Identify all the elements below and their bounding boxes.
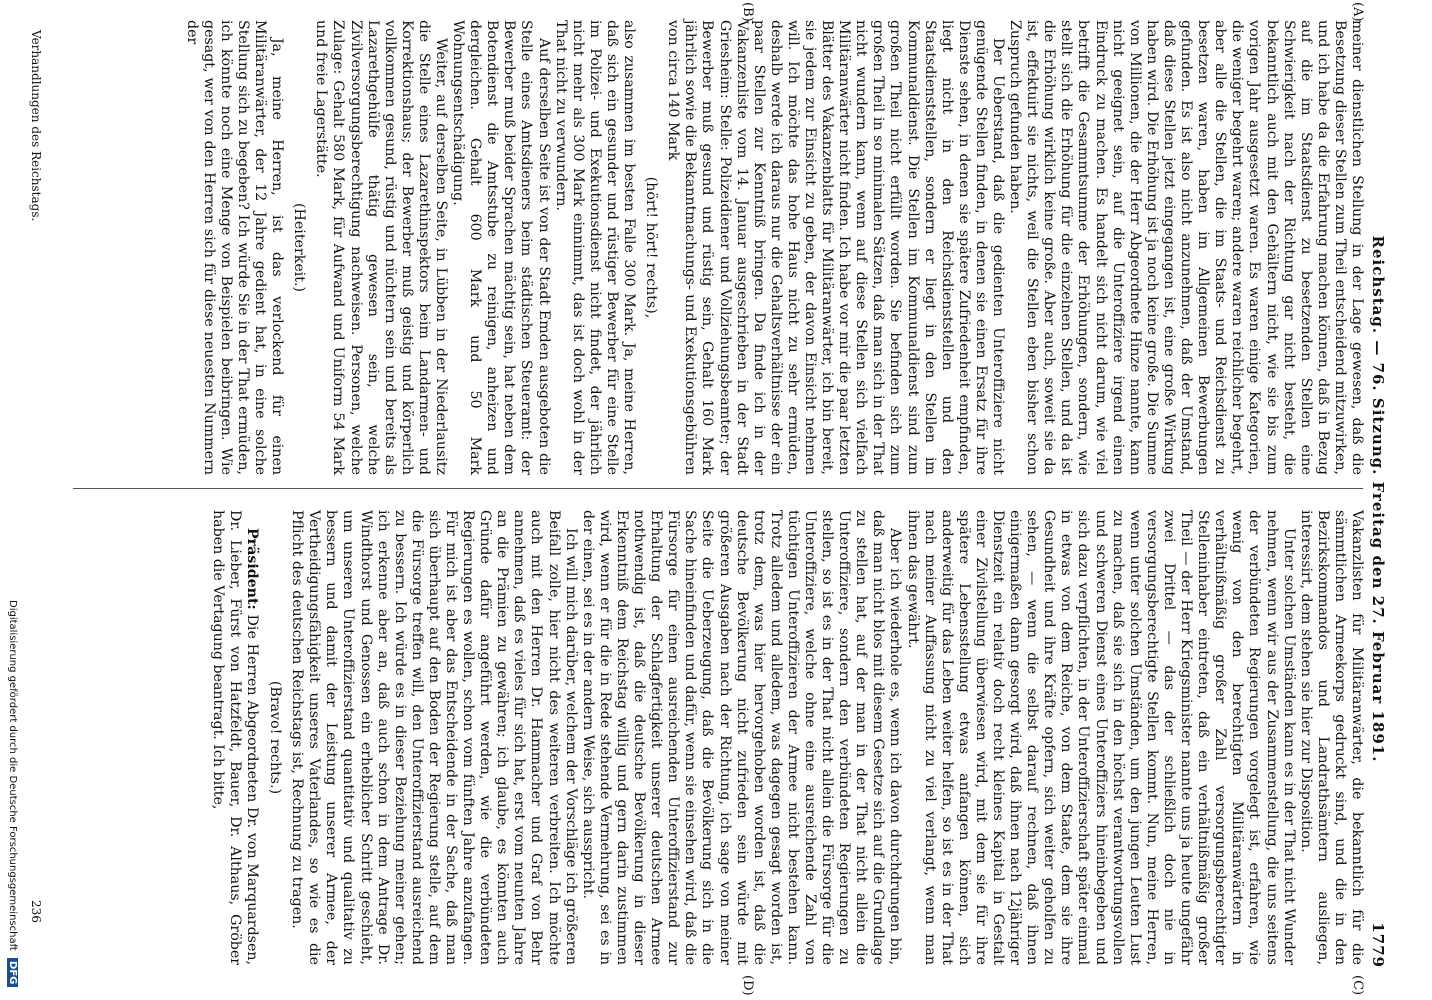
column-divider — [73, 488, 1363, 489]
paragraph: Vakanzlisten für Militäranwärter, die bekanntlich für die sämmtlichen Armeekorps gedruckt sind, und die in den Bezirkskommandos und Landrathsämtern ausliegen, interessirt, dem stehen sie hier zur Disposition. — [1297, 510, 1365, 965]
paragraph: Ja, meine Herren, ist das verlockend für einen Militäranwärter, der 12 Jahre gedient hat, in eine solche Stellung sich zu begeben? Ich würde Sie in der That ermüden, ich könnte noch eine Menge von Beispielen beibringen. Wie gesagt, wer von den Herren sich für diese neuesten Nummern der — [183, 20, 286, 475]
margin-mark-b: (B) — [740, 2, 755, 22]
paragraph: Auf derselben Seite ist von der Stadt Emden ausgeboten die Stelle eines Amtsdieners beim städtischen Steueramt: der Bewerber muß beider Sprachen mächtig sein, hat neben dem Botendienst die Amtsstube zu reinigen, anheizen und dergleichen. Gehalt 600 Mark und 50 Mark Wohnungsentschädigung. — [450, 20, 552, 475]
paragraph: Ich will mich darüber, welchem der Vorschläge ich größeren Beifall zolle, hier nicht des weiteren verbreiten. Ich möchte auch mit den Herren Dr. Hammacher und Graf von Behr annehmen, daß es vieles für sich hat, erst vom neunten Jahre an die Prämien zu gewähren; ich glaube, es könnten auch Gründe dafür angeführt werden, wie die verbündeten Regierungen es wollen, schon vom fünften Jahre anzufangen. Für mich ist aber das Entscheidende in der Sache, daß man sich überhaupt auf den Boden der Regierung stelle, auf dem die Fürsorge treffen will, den Unteroffizierstand ausreichend zu bessern. Ich würde es in dieser Beziehung meiner gehen; ich erkenne aber an, daß auch schon in dem Antrage Dr. Windthorst und Genossen ein erheblicher Schritt geschieht, um unseren Unteroffizierstand quantitativ und qualitativ zu bessern und damit der Leistung unserer Armee, der Vertheidigungsfähigkeit unseres Vaterlandes, so wie es die Pflicht des deutschen Reichstags ist, Rechnung zu tragen. — [289, 510, 579, 965]
page-number: 1779 — [1369, 922, 1387, 968]
speaker-text: Die Herren Abgeordneten Dr. von Marquardsen, Dr. Lieber, Fürst von Hatzfeldt, Bauer, Dr. Althaus, Gröber haben die Vertagung beantragt. Ich bitte, — [209, 510, 260, 965]
digitization-text: Digitalisierung gefördert durch die Deutsche Forschungsgemeinschaft — [7, 600, 18, 951]
paragraph: also zusammen im besten Falle 300 Mark. Ja, meine Herren, daß sich ein gesunder und rüstiger Bewerber für eine Stelle im Polizei- und Exekutionsdienst nicht findet, der jährlich nicht mehr als 300 Mark einnimmt, das ist doch wohl in der That nicht zu verwundern. — [552, 20, 638, 475]
digitization-note — [7, 600, 18, 987]
rotated-page — [20, 0, 1395, 1000]
margin-mark-a: (A) — [1350, 2, 1365, 22]
paragraph: Unter solchen Umständen kann es in der That nicht Wunder nehmen, wenn wir aus der Zusammenstellung, die uns seitens der verbündeten Regierungen vorgelegt ist, erfahren, wie wenig von den berechtigten Militäranwärtern in verhältnißmäßig großer Zahl versorgungsberechtigter Stelleninhaber eintreten, daß ein verhältnißmäßig großer Theil — der Herr Kriegsminister nannte uns ja heute ungefähr zwei Drittel — das der schließlich doch nie in versorgungsberechtigte Stellen kommt. Nun, meine Herren, wenn unter solchen Umständen, um den jungen Leuten Lust zu machen, daß sie sich in den höchst verantwortungsvollen und schweren Dienst eines Unteroffiziers hineinbegeben und sich dazu verpflichten, in der Unteroffizierschaft später einmal in etwas von dem Reiche, von dem Staate, dem sie ihre Gesundheit und ihre Kräfte opfern, sich weiter geholfen zu sehen, — wenn die selbst darauf rechnen, daß ihnen einigermaßen dann gesorgt wird, daß ihnen nach 12jähriger Dienstzeit ein relativ doch recht kleines Kapital in Gestalt einer Zivilstellung überwiesen wird, mit dem sie für ihre spätere Lebensstellung etwas anfangen können, sich anderweitig für das Leben weiter helfen, so ist es in der That nach meiner Auffassung nicht zu viel verlangt, wenn man ihnen das gewährt. — [904, 510, 1297, 965]
margin-mark-d: (D) — [740, 975, 755, 996]
interjection: (Heiterkeit.) — [291, 203, 308, 292]
right-column — [209, 510, 1365, 965]
margin-mark-c: (C) — [1350, 975, 1365, 996]
paragraph: meiner dienstlichen Stellung in der Lage gewesen, daß die Besetzung dieser Stellen zum Theil entscheidend mitzuwirken, und ich habe da die Erfahrung machen können, daß in Bezug auf die im Staatsdienst zu besetzenden Stellen eine Schwierigkeit nach der Richtung gar nicht besteht, die bekanntlich auch mit den Gehältern nicht, wie sie bis zum vorigen Jahr ausgesetzt waren. Es waren einige Kategorien, die weniger begehrt waren; andere waren reichlicher begehrt, aber alle die Stellen, die im Staats- und Reichsdienst zu besetzen waren, haben im Allgemeinen Bewerbungen gefunden. Es ist also nicht anzunehmen, daß der Umstand, daß diese Stellen jetzt eingegangen ist, eine große Wirkung haben wird. Die Erhöhung ist ja noch keine große. Die Summe von Millionen, die der Herr Abgeordnete Hinze nannte, kann nicht geeignet sein, auf die Unteroffiziere irgend einen Eindruck zu machen. Es handelt sich nicht darum, wie viel betrifft die Gesammtsumme der Erhöhungen, sondern, wie stellt sich die Erhöhung für die einzelnen Stellen, und da ist die Erhöhung wirklich keine große. Aber auch, soweit sie da ist, effektuirt sie nichts, weil die Stellen eben bisher schon Zuspruch gefunden haben. — [1007, 20, 1365, 475]
footer-left: Verhandlungen des Reichstags. — [29, 30, 43, 222]
left-column — [183, 20, 1365, 475]
speaker-label: Präsident: — [244, 528, 260, 610]
paragraph: Weiter, auf derselben Seite, in Lübben in der Niederlausitz die Stelle eines Lazarethinspektors beim Landarmen- und Korrektionshaus; der Bewerber muß geistig und körperlich vollkommen gesund, rüstig und nüchtern sein und bereits als Lazarethgehülfe thätig gewesen sein, welche Zivilversorgungsberechtigung nachweisen. Personen, welche Zulage: Gehalt 580 Mark, für Aufwand und Uniform 54 Mark und freie Lagerstätte. — [313, 20, 450, 475]
paragraph: Der Ueberstand, daß die gedienten Unteroffiziere nicht genügende Stellen finden, in denen sie einen Ersatz für ihre Dienste sehen, in denen sie spätere Zufriedenheit empfinden, liegt nicht in den Reichsdienststellen und den Staatsdienststellen, sondern er liegt in den Stellen im Kommunaldienst. Die Stellen im Kommunaldienst sind zum großen Theil nicht erfüllt worden. Sie befinden sich zum großen Theil in so minimalen Sätzen, daß man sich in der That nicht wundern kann, wenn auf diese Stellen sich vielfach Militäranwärter nicht finden. Ich habe vor mir die paar letzten Blätter des Vakanzenblatts für Militäranwärter, ich bin bereit, sie jedem zur Einsicht zu geben, der davon Einsicht nehmen will. Ich möchte das hohe Haus nicht zu sehr ermüden, deshalb werde ich daraus nur die Gehaltsverhältnisse der ein paar Stellen zur Kenntniß bringen. Da finde ich in der Vakanzenliste vom 14. Januar ausgeschrieben in der Stadt Griesheim: Stelle: Polizeidiener und Vollziehungsbeamter; der Bewerber muß gesund und rüstig sein, Gehalt 160 Mark jährlich sowie die Bekanntmachungs- und Exekutionsgebühren von circa 140 Mark — [665, 20, 1007, 475]
president-paragraph — [209, 510, 260, 965]
interjection: (Bravo! rechts.) — [267, 680, 284, 795]
header-title: Reichstag. — 76. Sitzung. Freitag den 27. Februar 1891. — [1369, 235, 1387, 763]
paragraph: Aber ich wiederhole es, wenn ich davon durchdrungen bin, daß man nicht blos mit diesem Gesetze sich auf die Grundlage zu stellen hat, auf der man in der That nicht allein die Unteroffiziere, sondern den verbündeten Regierungen zu stellen, so ist es in der That nicht allein die Fürsorge für die Unteroffiziere, welche ohne eine ausreichende Zahl von tüchtigen Unteroffizieren der Armee nicht bestehen kann. Trotz alledem und alledem, was dagegen gesagt worden ist, trotz dem, was hier hervorgehoben worden ist, daß die deutsche Bevölkerung nicht zufrieden sein würde mit größeren Ausgaben nach der Richtung, ich sage von meiner Seite die Ueberzeugung, daß die Bevölkerung sich in die Sache hineinfinden und dafür, wenn sie einsehen wird, daß die Fürsorge für einen ausreichenden Unteroffizierstand zur Erhaltung der Schlagfertigkeit unserer deutschen Armee nothwendig ist, daß die deutsche Bevölkerung in dieser Erkenntniß dem Reichstag willig und gern darin zustimmen wird, wenn er für die in Rede stehende Vermehrung, sei es in der einen, sei es in der andern Weise, sich ausspricht. — [579, 510, 904, 965]
dfg-logo: DFG — [7, 958, 18, 987]
page-header — [1363, 24, 1387, 974]
footer-right: 236 — [29, 900, 43, 923]
interjection: (hört! hört! rechts), — [643, 176, 660, 319]
